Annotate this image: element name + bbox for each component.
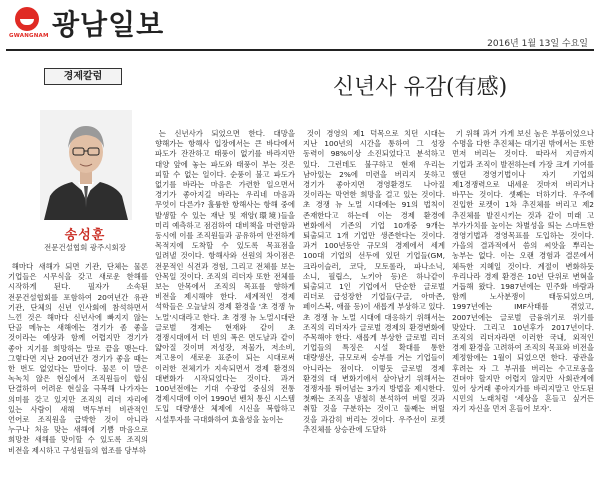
- column-4-text: 기 위해 과거 가게 보신 놈은 부품이었으나 수명을 다한 추진체는 대기권 밖에서는 또한 먼저 버리는 것이다. 따라서 지금까지 기업과 조직이 발전하는데 가장 크게 기여를 했던 경영기법이나 자기 기업의 제1경쟁력으로 내세운 것마저 버리거나 바꾸는 것이다. 셋째는 더하기다. 우주에 진입한 로켓이 1차 추진체를 버리고 제2 추진체를 발진시키는 것과 같이 미래 고 부가가치를 높이는 차별성을 띄는 스마트한 경영기법과 경영목표를 도입하는 것이다. 가을의 결과적에서 씀의 씨앗을 뿌리는 농부는 없다. 이는 오랜 경험과 결론에서 체득한 지혜일 것이다. 계절이 변화하듯 우리나라 경제 환경은 10년 단위로 변혁을 거듭해 왔다. 1987년에는 민주화 바람과 함께 노사분쟁이 태동되었으며, 1997년에는 IMF사태를 겪었고, 2007년에는 글로벌 금융위기로 위기를 맞았다. 그리고 10년후가 2017년이다. 조직의 리더자라면 이러한 국내, 외적인 경제 환경을 고려하여 조직의 목표와 비전을 제정함에는 1월이 되었으면 한다. 광관을 후려는 자 그 부귀를 버리는 수고로움을 견뎌야 할지만 어렵지 않지만 사회관계에 있어 상거래 좋아지가를 바리지말고 안도된 시민의 노래처럼 '세상을 흔들고 싶거든 자기 자신을 먼저 흔들어 보자'.: [452, 129, 594, 414]
- section-label: 경제칼럼: [44, 68, 122, 85]
- masthead: [0, 0, 600, 48]
- author-portrait-icon: [40, 110, 132, 220]
- newspaper-logo: [9, 5, 49, 43]
- author-role: 전문건설협회 광주시회장: [43, 243, 127, 252]
- author-name: 송성훈: [64, 228, 106, 243]
- logo-wordmark: GWANGNAM: [9, 33, 49, 39]
- masthead-divider: [6, 49, 594, 51]
- article-column-3: [303, 129, 445, 488]
- article-column-2: [155, 129, 295, 488]
- author-photo: [40, 110, 132, 220]
- article-column-1: [8, 262, 148, 488]
- article-headline: 신년사 유감(有感): [332, 75, 508, 100]
- column-3-text: 것이 경영의 제1 덕목으로 치던 시대는 지난 100년의 시간을 통하여 그 성장 동력이 98%이상 소진되었다고 분석하고 있다. 그런데도 불구하고 현재 우리는 남아있는 2%에 미련을 버리지 못하고 경기가 좋아지면 경영환경도 나아질 것이라는 막연한 희망을 걸고 있는 것이다. 초 경쟁 뉴 노멀 시대에는 91의 법칙이 존재한다고 하는데 이는 경제 환경에 변화에서 기존의 기업 10개중 9개는 퇴출되고 1개 기업만 생존한다는 것이다. 과거 100년동안 규모의 경제에서 세계 100대 기업의 선두에 있던 기업들(GM, 크라이슬러, 코닥, 모토롤라, 파나소닉, 소니, 필립스, 노키아 등)은 하나같이 퇴출되고 1인 기업에서 단순한 글로벌 리더로 급성장한 기업들(구글, 아마존, 페이스북, 애플 등)이 새롭게 부상하고 있다. 초 경쟁 뉴 노멀 시대에 대응하기 위해서는 조직의 리더자가 글로벌 경제의 환경변화에 주목해야 한다. 새롭게 부상한 글로벌 리더 기업들의 특징은 시설 확대를 통한 대량생산, 규모로써 승부를 거는 기업들이 아니라는 점이다. 이렇듯 글로벌 경제 환경의 대 변화기에서 살아남기 위해서는 경쟁자를 뛰어넘는 3가지 방법을 제시한다. 첫째는 조직을 냉철히 분석하여 버릴 것과 취할 것을 구분하는 것이고 둘째는 버릴 것을 과감히 버리는 것이다. 우주선이 로켓 추진체를 상승관에 도달하: [303, 129, 445, 434]
- column-1-text: 해마다 새해가 되면 기관, 단체는 물론 기업들은 시무식을 갖고 새로운 한해를 시작하게 된다. 필자가 소속된 전문건설협회를 포함하여 20여년간 유관 기관, 단체의 신년 인사회에 참석하면서 느낀 것은 해마다 신년사에 빠지지 않는 단골 메뉴는 새해에는 경기가 좀 좋을 것이라는 예상과 함께 어렵지만 경기가 좋아 지기를 희망하는 말로 끝을 맺는다. 그렇다면 지난 20여년간 경기가 좋을 때는 한 번도 없었다는 말이다. 물론 이 말은 녹녹치 않은 현실에서 조직원들이 합심 단결하여 어려운 현실을 극복해 나가자는 의미를 갖고 있지만 조직의 리더 자리에 있는 사람이 새해 벽두부터 비관적인 언어로 조직원을 급박한 것이 아니라 누구나 처음 맞는 새해에 기쁨 마음으로 희망찬 새해를 맞이할 수 있도록 조직의 비전을 제시하고 구성원들의 협조를 당부하: [8, 262, 148, 455]
- newspaper-title: 광남일보: [52, 8, 165, 41]
- issue-date: 2016년 1월 13일 수요일: [487, 39, 588, 49]
- sun-logo-icon: [15, 7, 39, 31]
- column-2-text: 는 신년사가 되었으면 한다. 대망을 향해가는 항해사 입장에서는 큰 바다에서 파도가 잔잔하고 태풍이 없기를 바라지만 대양 앞에 놓는 파도와 태풍이 부는 것은 피할 수 없는 일이다. 순풍이 불고 파도가 없기를 바라는 마음은 가련한 일으면서 경기가 좋아지길 바라는 우리네 마음과 무엇이 다른가? 훌륭한 항해사는 항해 중에 발생할 수 있는 재난 및 재앙(環境)들을 미리 예측하고 점검하여 대비책을 마련함과 동시에 이를 조직원들과 공유하여 안전하게 목적지에 도착할 수 있도록 목표점을 일려낼 것이다. 항해사와 선원의 차이점은 전문적인 식견과 경험, 그리고 전체를 보는 안목일 것이다. 조직의 리더자 또한 전체를 보는 안목에서 조직의 목표를 향하게 비전을 제시해야 한다. 세계적인 경제 석학들은 오늘날의 경제 환경을 '초 경쟁 뉴 노멀'시대라고 한다. 초 경쟁 뉴 노멀시대란 글로벌 경제는 현재와 같이 초 경쟁시대에서 더 빈의 폭은 면도날과 같이 얇아질 것이며 저성장, 저물가, 저소비, 저고용이 새로운 표준이 되는 시대로써 이러한 전체기가 지속되면서 경제 환경의 대변화가 시작되었다는 것이다. 과거 100년전에는 기대 수광업 중심의 전통 경제시대에 이어 1990년 벤처 통신 시스템 도입 대량생산 체제에 시신을 복합하고 시설투자를 극대화하여 효율성을 높이는: [155, 129, 295, 424]
- article-column-4: [452, 129, 594, 488]
